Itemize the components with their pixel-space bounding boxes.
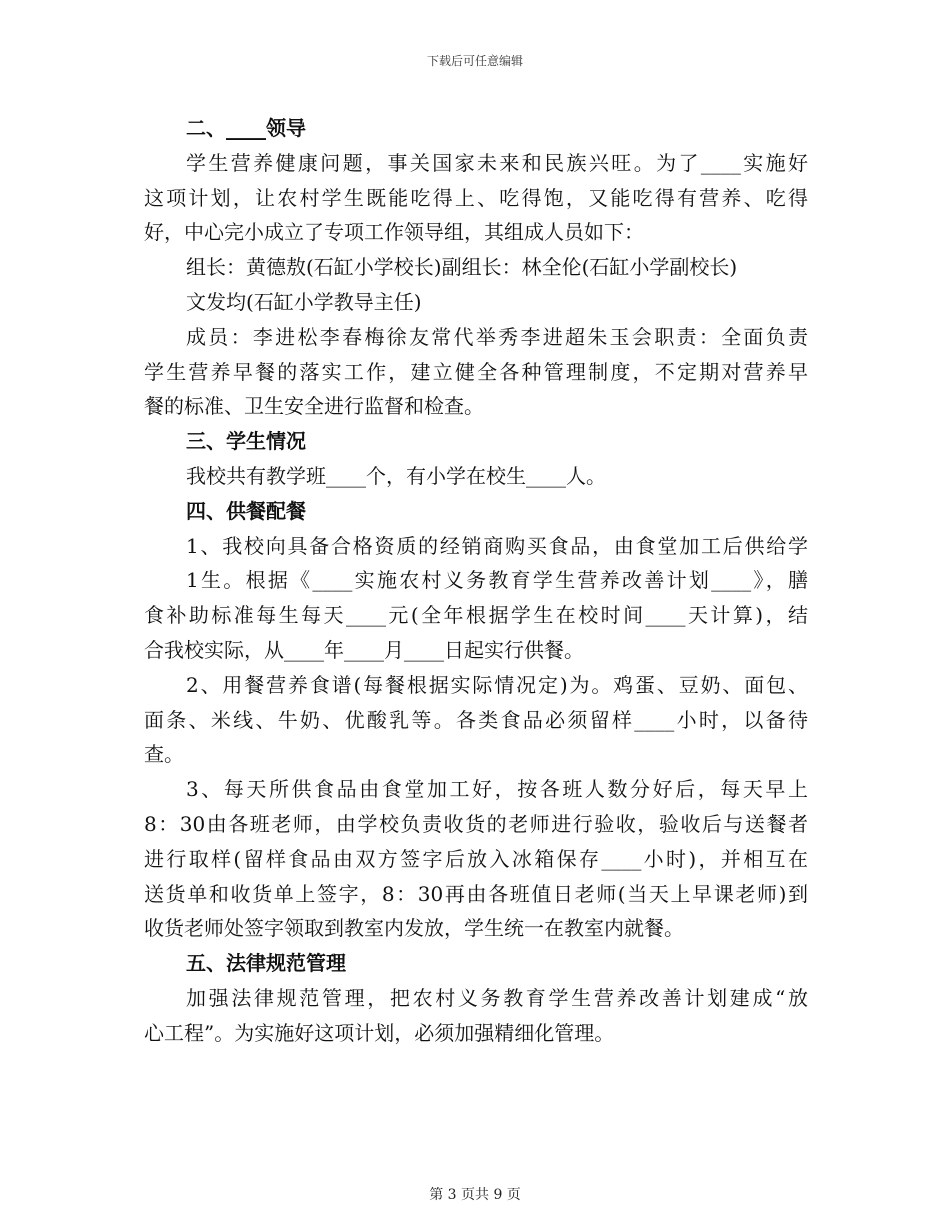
members-line: 餐的标准、卫生安全进行监督和检查。 — [144, 394, 484, 419]
section-heading-leadership: 二、____领导 — [186, 116, 306, 140]
paragraph-line: 1生。根据《____实施农村义务教育学生营养改善计划____》，膳 — [186, 568, 808, 593]
paragraph-line: 进行取样(留样食品由双方签字后放入冰箱保存____小时)，并相互在 — [144, 846, 808, 871]
members-line: 成员：李进松李春梅徐友常代举秀李进超朱玉会职责：全面负责 — [186, 324, 808, 349]
deputy-line: 文发均(石缸小学教导主任) — [186, 289, 422, 314]
paragraph-line: 1、我校向具备合格资质的经销商购买食品，由食堂加工后供给学 — [186, 533, 808, 558]
paragraph-line: 我校共有教学班____个，有小学在校生____人。 — [186, 463, 606, 488]
paragraph-line: 这项计划，让农村学生既能吃得上、吃得饱，又能吃得有营养、吃得 — [144, 185, 808, 210]
section-heading-meals: 四、供餐配餐 — [186, 498, 306, 523]
paragraph-line: 心工程”。为实施好这项计划，必须加强精细化管理。 — [144, 1020, 615, 1045]
paragraph-line: 加强法律规范管理，把农村义务教育学生营养改善计划建成“放 — [186, 985, 808, 1010]
paragraph-line: 收货老师处签字领取到教室内发放，学生统一在教室内就餐。 — [144, 916, 684, 941]
members-line: 学生营养早餐的落实工作，建立健全各种管理制度，不定期对营养早 — [144, 359, 808, 384]
paragraph-line: 2、用餐营养食谱(每餐根据实际情况定)为。鸡蛋、豆奶、面包、 — [186, 672, 808, 697]
paragraph-line: 食补助标准每生每天____元(全年根据学生在校时间____天计算)，结 — [144, 603, 808, 628]
section-heading-students: 三、学生情况 — [186, 429, 306, 454]
paragraph-line: 送货单和收货单上签字，8：30再由各班值日老师(当天上早课老师)到 — [144, 881, 808, 906]
page-header: 下载后可任意编辑 — [426, 54, 523, 68]
paragraph-line: 8：30由各班老师，由学校负责收货的老师进行验收，验收后与送餐者 — [144, 811, 808, 836]
paragraph-line: 面条、米线、牛奶、优酸乳等。各类食品必须留样____小时，以备待 — [144, 707, 808, 732]
paragraph-line: 查。 — [144, 742, 184, 767]
section-heading-legal: 五、法律规范管理 — [186, 951, 346, 976]
paragraph-line: 合我校实际，从____年____月____日起实行供餐。 — [144, 637, 584, 662]
leaders-line: 组长：黄德敖(石缸小学校长)副组长：林全伦(石缸小学副校长) — [186, 255, 738, 280]
paragraph-line: 好，中心完小成立了专项工作领导组，其组成人员如下： — [144, 220, 644, 245]
page-footer: 第 3 页共 9 页 — [429, 1187, 521, 1203]
document-body — [144, 111, 808, 1051]
paragraph-line: 3、每天所供食品由食堂加工好，按各班人数分好后，每天早上 — [186, 777, 808, 802]
paragraph-line: 学生营养健康问题，事关国家未来和民族兴旺。为了____实施好 — [186, 150, 808, 175]
